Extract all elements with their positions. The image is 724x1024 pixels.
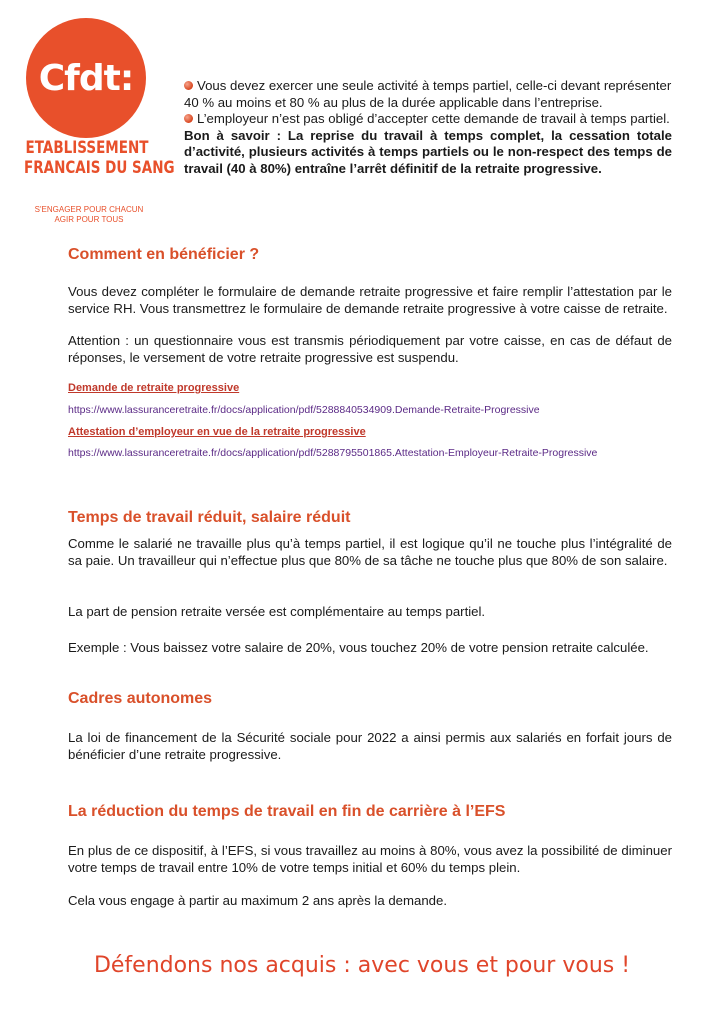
link-demande-retraite-title[interactable]: Demande de retraite progressive [68,382,240,394]
slogan-line-2: AGIR POUR TOUS [54,215,124,224]
slogan [30,205,148,225]
bon-a-savoir-note: Bon à savoir : La reprise du travail à temps complet, la cessation totale d’activité, plusieurs activités à temps partiels ou le non-respect des temps de travail (40 à 80%) entraîne l’arrêt définitif de la retraite progressive. [184,127,672,176]
section2-paragraph-1: Comme le salarié ne travaille plus qu’à temps partiel, il est logique qu’il ne touche plus l’intégralité de sa paie. Un travailleur qui n’effectue plus que 80% de sa tâche ne touche plus que 80% de son salaire. [68,536,672,568]
intro-bullet-1 [184,78,672,111]
section-heading-cadres-autonomes: Cadres autonomes [68,690,213,707]
footer-slogan: Défendons nos acquis : avec vous et pour vous ! [93,953,631,978]
section-heading-temps-reduit: Temps de travail réduit, salaire réduit [68,509,351,526]
link-attestation-url[interactable]: https://www.lassuranceretraite.fr/docs/application/pdf/5288795501865.Attestation-Employeur-Retraite-Progressive [68,447,598,459]
section2-paragraph-2: La part de pension retraite versée est complémentaire au temps partiel. [68,604,486,619]
section2-paragraph-3: Exemple : Vous baissez votre salaire de 20%, vous touchez 20% de votre pension retraite calculée. [68,640,649,655]
intro-bullet-1-text: Vous devez exercer une seule activité à temps partiel, celle-ci devant représenter 40 % au moins et 80 % au plus de la durée applicable dans l’entreprise. [184,78,672,110]
bullet-icon [184,81,193,90]
logo-text: Cfdt: [38,57,134,99]
cfdt-logo [26,18,146,138]
intro-block [184,78,672,177]
section-heading-reduction-efs: La réduction du temps de travail en fin de carrière à l’EFS [68,803,506,820]
link-attestation-title[interactable]: Attestation d’employeur en vue de la retraite progressive [68,426,366,438]
section4-paragraph-1: En plus de ce dispositif, à l’EFS, si vous travaillez au moins à 80%, vous avez la possibilité de diminuer votre temps de travail entre 10% de votre temps initial et 60% du temps plein. [68,843,672,875]
section1-paragraph-1: Vous devez compléter le formulaire de demande retraite progressive et faire remplir l’attestation par le service RH. Vous transmettrez le formulaire de demande retraite progressive à votre caisse de retraite. [68,284,672,316]
section-heading-comment-beneficier: Comment en bénéficier ? [68,246,260,263]
bullet-icon [184,114,193,123]
link-demande-retraite-url[interactable]: https://www.lassuranceretraite.fr/docs/application/pdf/5288840534909.Demande-Retraite-Progressive [68,404,540,416]
intro-bullet-2 [184,111,672,128]
org-line-1: ETABLISSEMENT [25,138,149,158]
intro-bullet-2-text: L’employeur n’est pas obligé d’accepter cette demande de travail à temps partiel. [197,111,670,126]
section1-paragraph-2: Attention : un questionnaire vous est transmis périodiquement par votre caisse, en cas de défaut de réponses, le versement de votre retraite progressive est suspendu. [68,333,672,365]
section4-paragraph-2: Cela vous engage à partir au maximum 2 ans après la demande. [68,893,447,908]
section3-paragraph-1: La loi de financement de la Sécurité sociale pour 2022 a ainsi permis aux salariés en forfait jours de bénéficier d’une retraite progressive. [68,730,672,762]
slogan-line-1: S'ENGAGER POUR CHACUN [34,205,144,214]
org-line-2: FRANCAIS DU SANG [24,158,175,178]
organization-name [24,138,175,178]
